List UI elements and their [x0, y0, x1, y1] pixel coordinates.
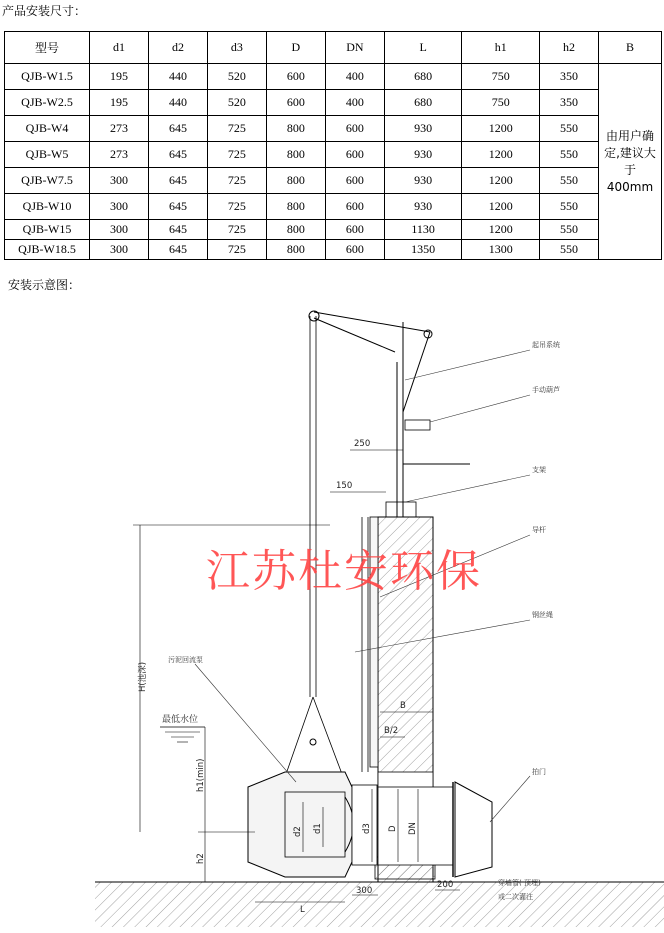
- table-cell: 550: [540, 116, 599, 142]
- table-cell: 645: [148, 116, 207, 142]
- table-cell: 1200: [462, 194, 540, 220]
- table-row: [5, 168, 662, 194]
- dim-200: 200: [437, 880, 454, 890]
- column-header: DN: [325, 32, 384, 64]
- dim-h2: h2: [196, 853, 206, 864]
- table-cell: 600: [325, 220, 384, 240]
- table-cell: QJB-W2.5: [5, 90, 90, 116]
- dim-H: H(池深): [138, 661, 148, 692]
- table-header-row: [5, 32, 662, 64]
- table-cell: 725: [207, 142, 266, 168]
- table-cell: 600: [325, 142, 384, 168]
- table-cell: 725: [207, 116, 266, 142]
- table-cell: 550: [540, 220, 599, 240]
- table-cell: 440: [148, 64, 207, 90]
- table-cell: 400: [325, 90, 384, 116]
- label-mixer: 污泥回流泵: [168, 656, 203, 664]
- label-guide: 导杆: [532, 526, 546, 534]
- dim-d2: d2: [293, 826, 303, 837]
- table-cell: 300: [90, 240, 149, 260]
- column-header: 型号: [5, 32, 90, 64]
- table-cell: QJB-W5: [5, 142, 90, 168]
- table-cell: 400: [325, 64, 384, 90]
- floor: [95, 882, 664, 927]
- table-cell: 550: [540, 240, 599, 260]
- table-cell: 1130: [384, 220, 462, 240]
- label-low-water: 最低水位: [162, 715, 199, 725]
- label-rope: 钢丝绳: [532, 611, 553, 619]
- table-cell: 1350: [384, 240, 462, 260]
- label-valve: 拍门: [532, 768, 546, 776]
- table-row: [5, 116, 662, 142]
- table-cell: 725: [207, 240, 266, 260]
- wire-rope: [285, 697, 345, 782]
- table-cell: 930: [384, 168, 462, 194]
- table-cell: 300: [90, 194, 149, 220]
- table-cell: 930: [384, 142, 462, 168]
- installation-diagram: [0, 292, 664, 933]
- label-hoist: 手动葫芦: [532, 386, 560, 394]
- table-cell: 1200: [462, 168, 540, 194]
- dim-B2: B/2: [384, 726, 399, 736]
- dim-150: 150: [336, 481, 353, 491]
- table-cell: 800: [266, 240, 325, 260]
- water-level: [160, 727, 205, 742]
- table-cell: 195: [90, 64, 149, 90]
- table-cell: 550: [540, 142, 599, 168]
- table-row: [5, 90, 662, 116]
- table-cell: 800: [266, 168, 325, 194]
- table-cell: QJB-W4: [5, 116, 90, 142]
- dim-DN: DN: [408, 822, 418, 835]
- table-cell: 600: [266, 90, 325, 116]
- table-cell: 273: [90, 116, 149, 142]
- table-cell: 550: [540, 168, 599, 194]
- dim-D: D: [388, 825, 398, 832]
- table-cell: 645: [148, 194, 207, 220]
- column-header: h1: [462, 32, 540, 64]
- dim-300: 300: [356, 886, 373, 896]
- table-cell: 350: [540, 64, 599, 90]
- table-cell: 600: [325, 168, 384, 194]
- table-cell: QJB-W7.5: [5, 168, 90, 194]
- install-diagram-heading: 安装示意图：: [8, 278, 81, 292]
- table-cell: 800: [266, 194, 325, 220]
- dim-B: B: [400, 701, 406, 711]
- dim-h1: h1(min): [196, 758, 206, 792]
- spec-table: [4, 31, 662, 260]
- dim-d1: d1: [313, 823, 323, 834]
- column-header: h2: [540, 32, 599, 64]
- table-cell: 1200: [462, 142, 540, 168]
- column-header: L: [384, 32, 462, 64]
- company-watermark: 江苏杜安环保: [206, 546, 482, 597]
- dim-L: L: [300, 905, 305, 915]
- table-cell: 520: [207, 90, 266, 116]
- table-cell: 273: [90, 142, 149, 168]
- table-cell: 725: [207, 194, 266, 220]
- dim-d3: d3: [362, 823, 372, 834]
- table-cell: QJB-W1.5: [5, 64, 90, 90]
- table-cell: 680: [384, 90, 462, 116]
- table-cell: 645: [148, 142, 207, 168]
- table-cell: 750: [462, 90, 540, 116]
- table-cell: 195: [90, 90, 149, 116]
- label-bracket: 支架: [532, 466, 546, 474]
- table-row: [5, 240, 662, 260]
- label-lifting: 起吊系统: [532, 341, 560, 349]
- table-cell: 800: [266, 220, 325, 240]
- table-cell: 350: [540, 90, 599, 116]
- table-cell: 725: [207, 168, 266, 194]
- table-cell: 600: [325, 240, 384, 260]
- table-cell: QJB-W15: [5, 220, 90, 240]
- table-cell: 725: [207, 220, 266, 240]
- table-cell: 600: [325, 116, 384, 142]
- table-cell: 550: [540, 194, 599, 220]
- table-cell: 750: [462, 64, 540, 90]
- table-cell: 600: [325, 194, 384, 220]
- column-header: B: [599, 32, 662, 64]
- table-cell: 645: [148, 168, 207, 194]
- table-row: [5, 220, 662, 240]
- column-header: d2: [148, 32, 207, 64]
- column-header: d1: [90, 32, 149, 64]
- table-cell: 800: [266, 142, 325, 168]
- table-cell: 300: [90, 220, 149, 240]
- column-header: D: [266, 32, 325, 64]
- label-wall-pipe: 穿墙管( 预埋): [498, 879, 541, 887]
- table-cell: 1300: [462, 240, 540, 260]
- dim-250: 250: [354, 439, 371, 449]
- b-dimension-note: 由用户确定,建议大于400mm: [599, 64, 662, 260]
- table-cell: 930: [384, 194, 462, 220]
- table-cell: 300: [90, 168, 149, 194]
- table-cell: 520: [207, 64, 266, 90]
- table-cell: 600: [266, 64, 325, 90]
- table-cell: 645: [148, 240, 207, 260]
- table-cell: 680: [384, 64, 462, 90]
- table-cell: QJB-W18.5: [5, 240, 90, 260]
- table-cell: 800: [266, 116, 325, 142]
- table-cell: 1200: [462, 220, 540, 240]
- label-grout: 或二次灌注: [498, 893, 533, 901]
- table-cell: 930: [384, 116, 462, 142]
- table-row: [5, 142, 662, 168]
- table-cell: 1200: [462, 116, 540, 142]
- table-row: [5, 64, 662, 90]
- table-cell: 440: [148, 90, 207, 116]
- table-row: [5, 194, 662, 220]
- table-cell: QJB-W10: [5, 194, 90, 220]
- product-size-heading: 产品安装尺寸：: [2, 4, 87, 18]
- column-header: d3: [207, 32, 266, 64]
- table-cell: 645: [148, 220, 207, 240]
